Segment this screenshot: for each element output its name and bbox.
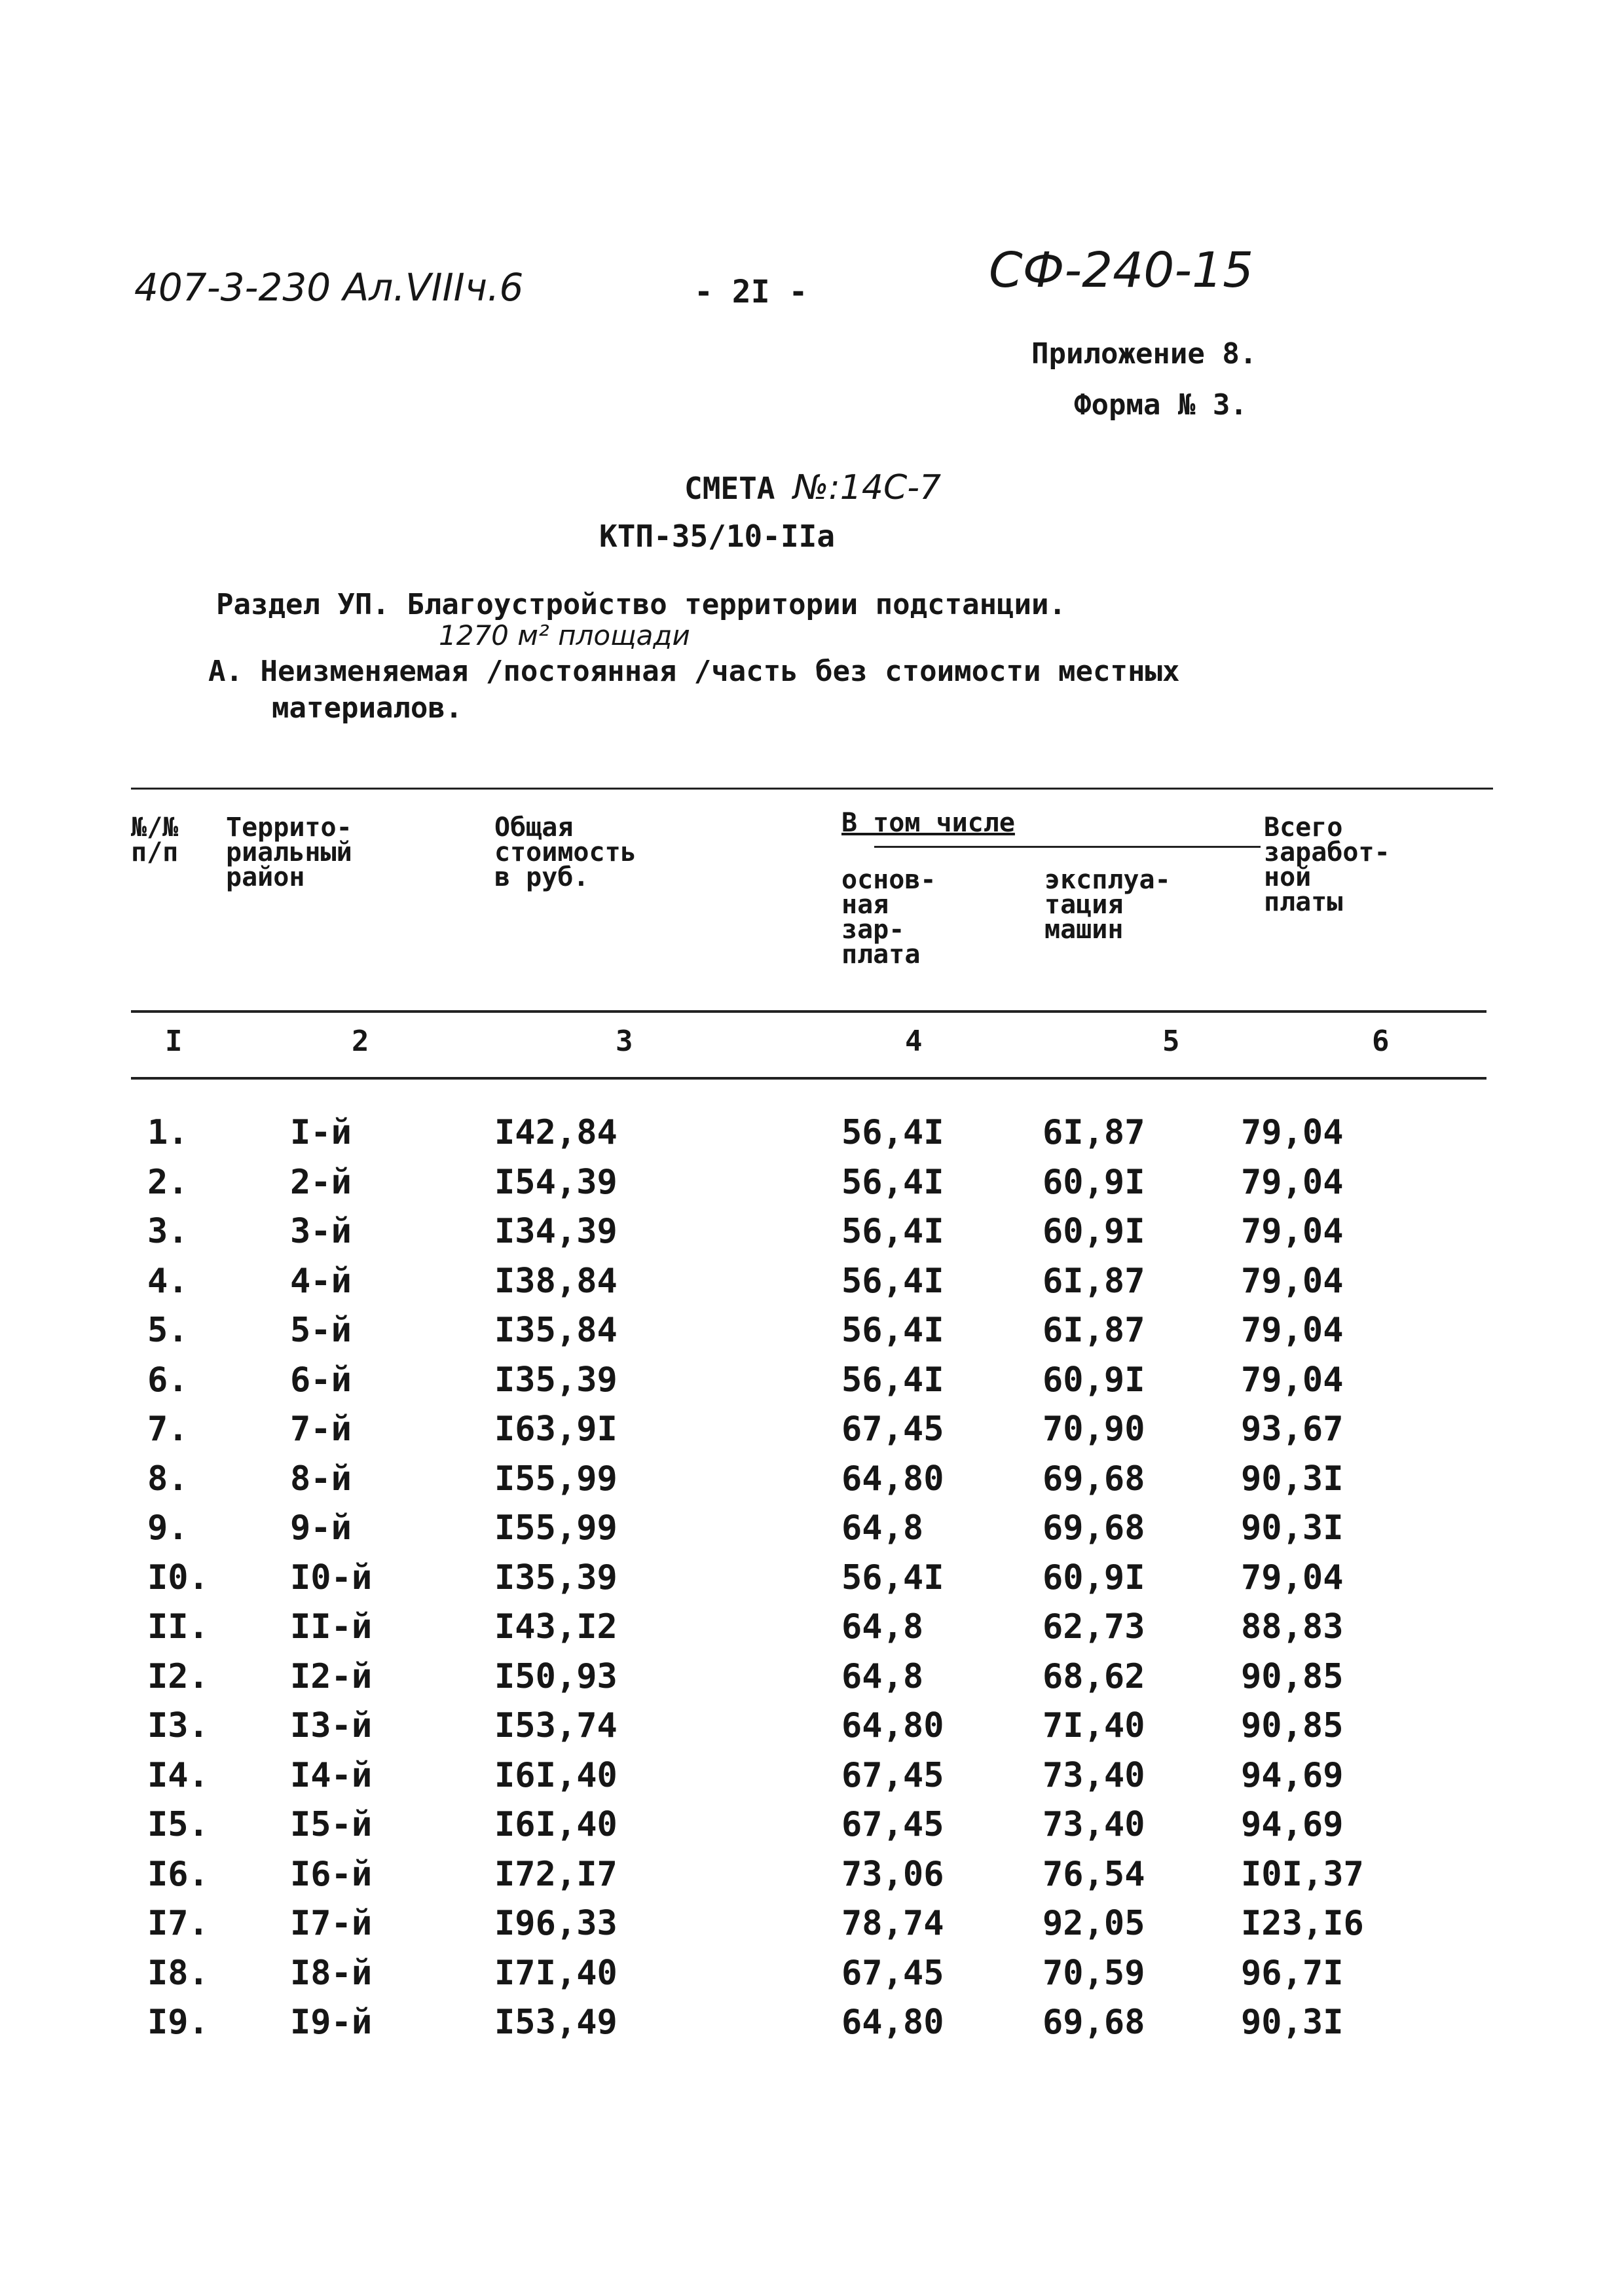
row-region: 5-й [290,1311,352,1350]
row-base-salary: 56,4I [841,1261,944,1301]
table-row [0,2003,1624,2052]
row-base-salary: 56,4I [841,1360,944,1400]
row-total-salary: 90,3I [1241,2003,1344,2042]
row-number: 4. [147,1261,189,1301]
row-total-salary: 79,04 [1241,1558,1344,1597]
row-machines: 70,90 [1043,1410,1145,1449]
table-row [0,1459,1624,1508]
row-total-salary: 79,04 [1241,1212,1344,1251]
table-top-rule [131,788,1493,790]
header-num: №/№ п/п [131,812,179,867]
row-total-cost: I35,39 [494,1558,618,1597]
row-number: 1. [147,1113,189,1152]
column-number: I [165,1025,183,1058]
project-code-handwritten: 407-3-230 Ал.VIIIч.6 [134,265,524,310]
row-number: I8. [147,1953,209,1993]
row-region: 7-й [290,1410,352,1449]
smeta-subtitle: КТП-35/10-IIа [599,519,836,554]
row-region: I6-й [290,1854,373,1894]
row-total-cost: I96,33 [494,1904,618,1943]
row-total-salary: 93,67 [1241,1410,1344,1449]
row-machines: 60,9I [1043,1212,1145,1251]
row-machines: 6I,87 [1043,1261,1145,1301]
row-region: I5-й [290,1805,373,1844]
row-machines: 60,9I [1043,1360,1145,1400]
row-total-salary: 79,04 [1241,1360,1344,1400]
row-base-salary: 67,45 [841,1755,944,1795]
row-machines: 68,62 [1043,1656,1145,1696]
row-total-salary: I0I,37 [1241,1854,1364,1894]
column-number: 4 [905,1025,923,1058]
smeta-label: СМЕТА [684,471,775,506]
area-note-handwritten: 1270 м² площади [439,619,690,651]
row-region: I2-й [290,1656,373,1696]
row-total-salary: 79,04 [1241,1162,1344,1202]
row-total-cost: I53,49 [494,2003,618,2042]
table-row [0,1212,1624,1261]
table-row [0,1410,1624,1459]
row-total-salary: 94,69 [1241,1805,1344,1844]
row-base-salary: 64,80 [841,1706,944,1745]
row-base-salary: 56,4I [841,1162,944,1202]
header-machines: эксплуа- тация машин [1044,865,1171,945]
column-number: 6 [1372,1025,1390,1058]
column-number: 2 [352,1025,369,1058]
row-base-salary: 64,80 [841,1459,944,1499]
header-total-cost: Общая стоимость в руб. [494,812,637,892]
table-row [0,1706,1624,1755]
row-machines: 60,9I [1043,1162,1145,1202]
row-total-salary: 96,7I [1241,1953,1344,1993]
row-base-salary: 64,80 [841,2003,944,2042]
row-base-salary: 67,45 [841,1410,944,1449]
row-number: 9. [147,1508,189,1548]
row-region: 9-й [290,1508,352,1548]
row-total-cost: I35,39 [494,1360,618,1400]
part-a-line-2: материалов. [272,691,463,725]
row-region: I-й [290,1113,352,1152]
page-number: - 2I - [694,274,808,310]
row-base-salary: 73,06 [841,1854,944,1894]
row-number: I7. [147,1904,209,1943]
row-number: I3. [147,1706,209,1745]
header-base-salary: основ- ная зар- плата [841,865,936,970]
row-machines: 6I,87 [1043,1311,1145,1350]
row-number: 6. [147,1360,189,1400]
row-machines: 92,05 [1043,1904,1145,1943]
row-base-salary: 64,8 [841,1656,924,1696]
table-row [0,1113,1624,1162]
row-region: I4-й [290,1755,373,1795]
row-machines: 62,73 [1043,1607,1145,1647]
row-region: 4-й [290,1261,352,1301]
row-region: 2-й [290,1162,352,1202]
row-region: 8-й [290,1459,352,1499]
row-region: I7-й [290,1904,373,1943]
row-region: 6-й [290,1360,352,1400]
row-total-cost: I72,I7 [494,1854,618,1894]
table-row [0,1262,1624,1311]
row-number: I4. [147,1755,209,1795]
row-base-salary: 67,45 [841,1805,944,1844]
form-label: Форма № 3. [1074,388,1247,422]
table-row [0,1508,1624,1558]
row-base-salary: 64,8 [841,1508,924,1548]
row-number: I6. [147,1854,209,1894]
table-row [0,1954,1624,2003]
row-machines: 76,54 [1043,1854,1145,1894]
header-group-in-total: В том числе [841,808,1015,838]
row-total-cost: I54,39 [494,1162,618,1202]
row-machines: 69,68 [1043,2003,1145,2042]
smeta-title [684,468,941,507]
row-total-cost: I55,99 [494,1459,618,1499]
row-total-salary: 90,85 [1241,1706,1344,1745]
row-total-salary: 79,04 [1241,1261,1344,1301]
table-row [0,1311,1624,1360]
column-number: 5 [1162,1025,1180,1058]
row-machines: 69,68 [1043,1508,1145,1548]
row-number: II. [147,1607,209,1647]
row-total-cost: I6I,40 [494,1805,618,1844]
row-total-salary: 88,83 [1241,1607,1344,1647]
header-group-underline [874,846,1261,848]
row-total-cost: I6I,40 [494,1755,618,1795]
table-row [0,1558,1624,1607]
row-total-salary: 90,85 [1241,1656,1344,1696]
table-row [0,1657,1624,1706]
row-total-cost: I34,39 [494,1212,618,1251]
sf-code-handwritten: СФ-240-15 [989,242,1254,299]
row-number: I2. [147,1656,209,1696]
table-row [0,1360,1624,1410]
row-region: I3-й [290,1706,373,1745]
row-base-salary: 56,4I [841,1311,944,1350]
header-total-salary: Всего заработ- ной платы [1264,812,1390,917]
row-base-salary: 78,74 [841,1904,944,1943]
row-number: 5. [147,1311,189,1350]
row-machines: 73,40 [1043,1805,1145,1844]
table-row [0,1607,1624,1656]
row-machines: 70,59 [1043,1953,1145,1993]
row-total-cost: I38,84 [494,1261,618,1301]
row-region: I8-й [290,1953,373,1993]
row-region: I9-й [290,2003,373,2042]
row-region: I0-й [290,1558,373,1597]
row-machines: 69,68 [1043,1459,1145,1499]
row-machines: 7I,40 [1043,1706,1145,1745]
column-number: 3 [616,1025,633,1058]
row-machines: 60,9I [1043,1558,1145,1597]
row-number: I5. [147,1805,209,1844]
row-number: 8. [147,1459,189,1499]
row-number: 2. [147,1162,189,1202]
table-row [0,1855,1624,1904]
row-number: I0. [147,1558,209,1597]
table-row [0,1163,1624,1212]
row-total-cost: I50,93 [494,1656,618,1696]
section-title: Раздел УП. Благоустройство территории подстанции. [216,588,1067,621]
row-total-salary: I23,I6 [1241,1904,1364,1943]
row-number: 7. [147,1410,189,1449]
row-total-salary: 90,3I [1241,1508,1344,1548]
row-total-salary: 79,04 [1241,1113,1344,1152]
row-total-cost: I55,99 [494,1508,618,1548]
header-bottom-rule [131,1010,1486,1013]
row-number: I9. [147,2003,209,2042]
row-total-cost: I53,74 [494,1706,618,1745]
row-base-salary: 56,4I [841,1113,944,1152]
row-number: 3. [147,1212,189,1251]
row-total-cost: I35,84 [494,1311,618,1350]
row-machines: 6I,87 [1043,1113,1145,1152]
row-base-salary: 64,8 [841,1607,924,1647]
row-total-cost: I63,9I [494,1410,618,1449]
header-region: Террито- риальный район [226,812,352,892]
column-numbers-bottom-rule [131,1077,1486,1080]
row-base-salary: 67,45 [841,1953,944,1993]
row-machines: 73,40 [1043,1755,1145,1795]
row-total-cost: I7I,40 [494,1953,618,1993]
part-a-line-1: А. Неизменяемая /постоянная /часть без стоимости местных [208,655,1180,688]
table-row [0,1756,1624,1805]
row-total-cost: I43,I2 [494,1607,618,1647]
row-region: 3-й [290,1212,352,1251]
row-total-salary: 90,3I [1241,1459,1344,1499]
row-region: II-й [290,1607,373,1647]
row-base-salary: 56,4I [841,1558,944,1597]
appendix-label: Приложение 8. [1031,337,1257,371]
row-base-salary: 56,4I [841,1212,944,1251]
row-total-salary: 94,69 [1241,1755,1344,1795]
row-total-cost: I42,84 [494,1113,618,1152]
table-row [0,1805,1624,1854]
row-total-salary: 79,04 [1241,1311,1344,1350]
table-row [0,1904,1624,1953]
smeta-number-handwritten: №:14С-7 [793,468,942,507]
